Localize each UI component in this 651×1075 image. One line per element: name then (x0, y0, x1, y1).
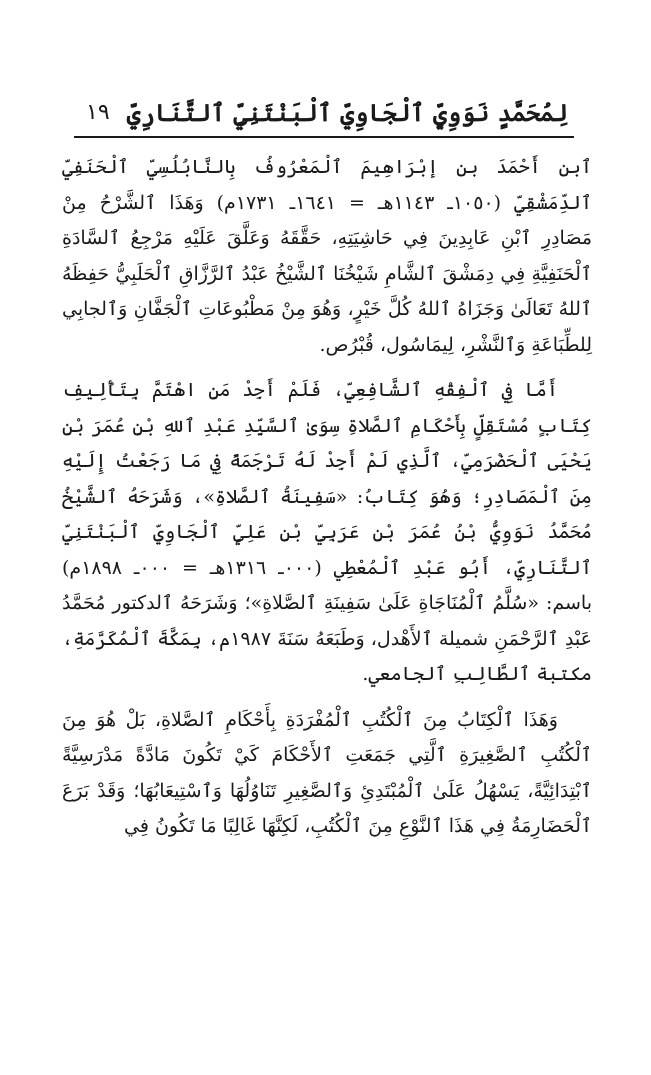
paragraph-1: ٱبن أَحْمَدَ بن إبْرَاهِيمَ ٱلْمَعْرُوفُ بِالنَّابُلُسِيِّ ٱلْحَنَفِيِّ ٱلدِّمَشْقِيِّ (١٠٥٠ـ ١١٤٣هـ = ١٦٤١ـ ١٧٣١م) وَهَذَا ٱلشَّرْحُ مِنْ مَصَادِرِ ٱبْنِ عَابِدِينَ فِي حَاشِيَتِهِ، حَقَّقَهُ وَعَلَّقَ عَلَيْهِ مَرْجِعُ ٱلسَّادَةِ ٱلْحَنَفِيَّةِ فِي دِمَشْقَ ٱلشَّامِ شَيْخُنَا ٱلشَّيْخُ عَبْدُ ٱلرَّزَّاقِ ٱلْحَلَبِيُّ حَفِظَهُ ٱللهُ تَعَالَىٰ وَجَزَاهُ ٱللهُ كُلَّ خَيْرٍ، وَهُوَ مِنْ مَطْبُوعَاتِ ٱلْجَفَّانِ وَٱلجابِي لِلطِّبَاعَةِ وَٱلنَّشْرِ، لِيمَاسُول، قُبْرُص. (62, 156, 592, 356)
page-header (74, 96, 574, 138)
body-text (62, 150, 592, 845)
running-title: لِمُحَمَّدٍ نَوَوِيٍّ ٱلْجَاوِيِّ ٱلْبَنْتَنِيِّ ٱلتَّنَارِيِّ (126, 98, 568, 127)
page-number: ١٩ (86, 100, 110, 125)
paragraph-3: وَهَذَا ٱلْكِتَابُ مِنَ ٱلْكُتُبِ ٱلْمُفْرَدَةِ بِأَحْكَامِ ٱلصَّلاةِ، بَلْ هُوَ مِنَ ٱلْكُتُبِ ٱلصَّغِيرَةِ ٱلَّتِي جَمَعَتِ ٱلأَحْكَامَ كَيْ تَكُونَ مَادَّةً مَدْرَسِيَّةً ٱبْتِدَائِيَّةً، يَسْهُلُ عَلَىٰ ٱلْمُبْتَدِئِ وَٱلصَّغِيرِ تَنَاوُلُهَا وَٱسْتِيعَابُهَا؛ وَقَدْ بَرَعَ ٱلْحَضَارِمَةُ فِي هَذَا ٱلنَّوْعِ مِنَ ٱلْكُتُبِ، لَكِنَّهَا غَالِبًا مَا تَكُونُ فِي (62, 708, 592, 837)
paragraph-2: أَمَّا فِي ٱلْفِقْهِ ٱلشَّافِعِيِّ، فَلَمْ أَجِدْ مَنِ اهْتَمَّ بِتَأْلِيفِ كِتَابٍ مُسْتَقِلٍّ بِأَحْكَامِ ٱلصَّلاةِ سِوَىٰ ٱلسَّيِّدِ عَبْدِ ٱللهِ بْنِ عُمَرَ بْنِ يَحْيَى ٱلْحَضْرَمِيِّ، ٱلَّذِي لَمْ أَجِدْ لَهُ تَرْجَمَةً فِي مَا رَجَعْتُ إِلَيْهِ مِنَ ٱلْمَصَادِرِ؛ وَهُوَ كِتَابُ: «سَفِينَةُ ٱلصَّلاةِ»، وَشَرَحَهُ ٱلشَّيْخُ مُحَمَّدُ نَوَوِيُّ بْنُ عُمَرَ بْنِ عَرَبِيِّ بْنِ عَلِيٍّ ٱلْجَاوِيِّ ٱلْبَنْتَنِيِّ ٱلتَّنَارِيِّ، أَبُو عَبْدِ ٱلْمُعْطِي (٠٠٠ـ ١٣١٦هـ = ٠٠٠ـ ١٨٩٨م) باسم: «سُلَّمُ ٱلْمُنَاجَاةِ عَلَىٰ سَفِينَةِ ٱلصَّلاةِ»؛ وَشَرَحَهُ ٱلدكتور مُحَمَّدُ عَبْدِ ٱلرَّحْمَنِ شميلة ٱلأَهْدل، وَطَبَعَهُ سَنَةَ ١٩٨٧م، بِمَكَّةَ ٱلْمُكَرَّمَةِ، مكتبة ٱلطَّالِبِ ٱلجامعي. (62, 379, 593, 685)
